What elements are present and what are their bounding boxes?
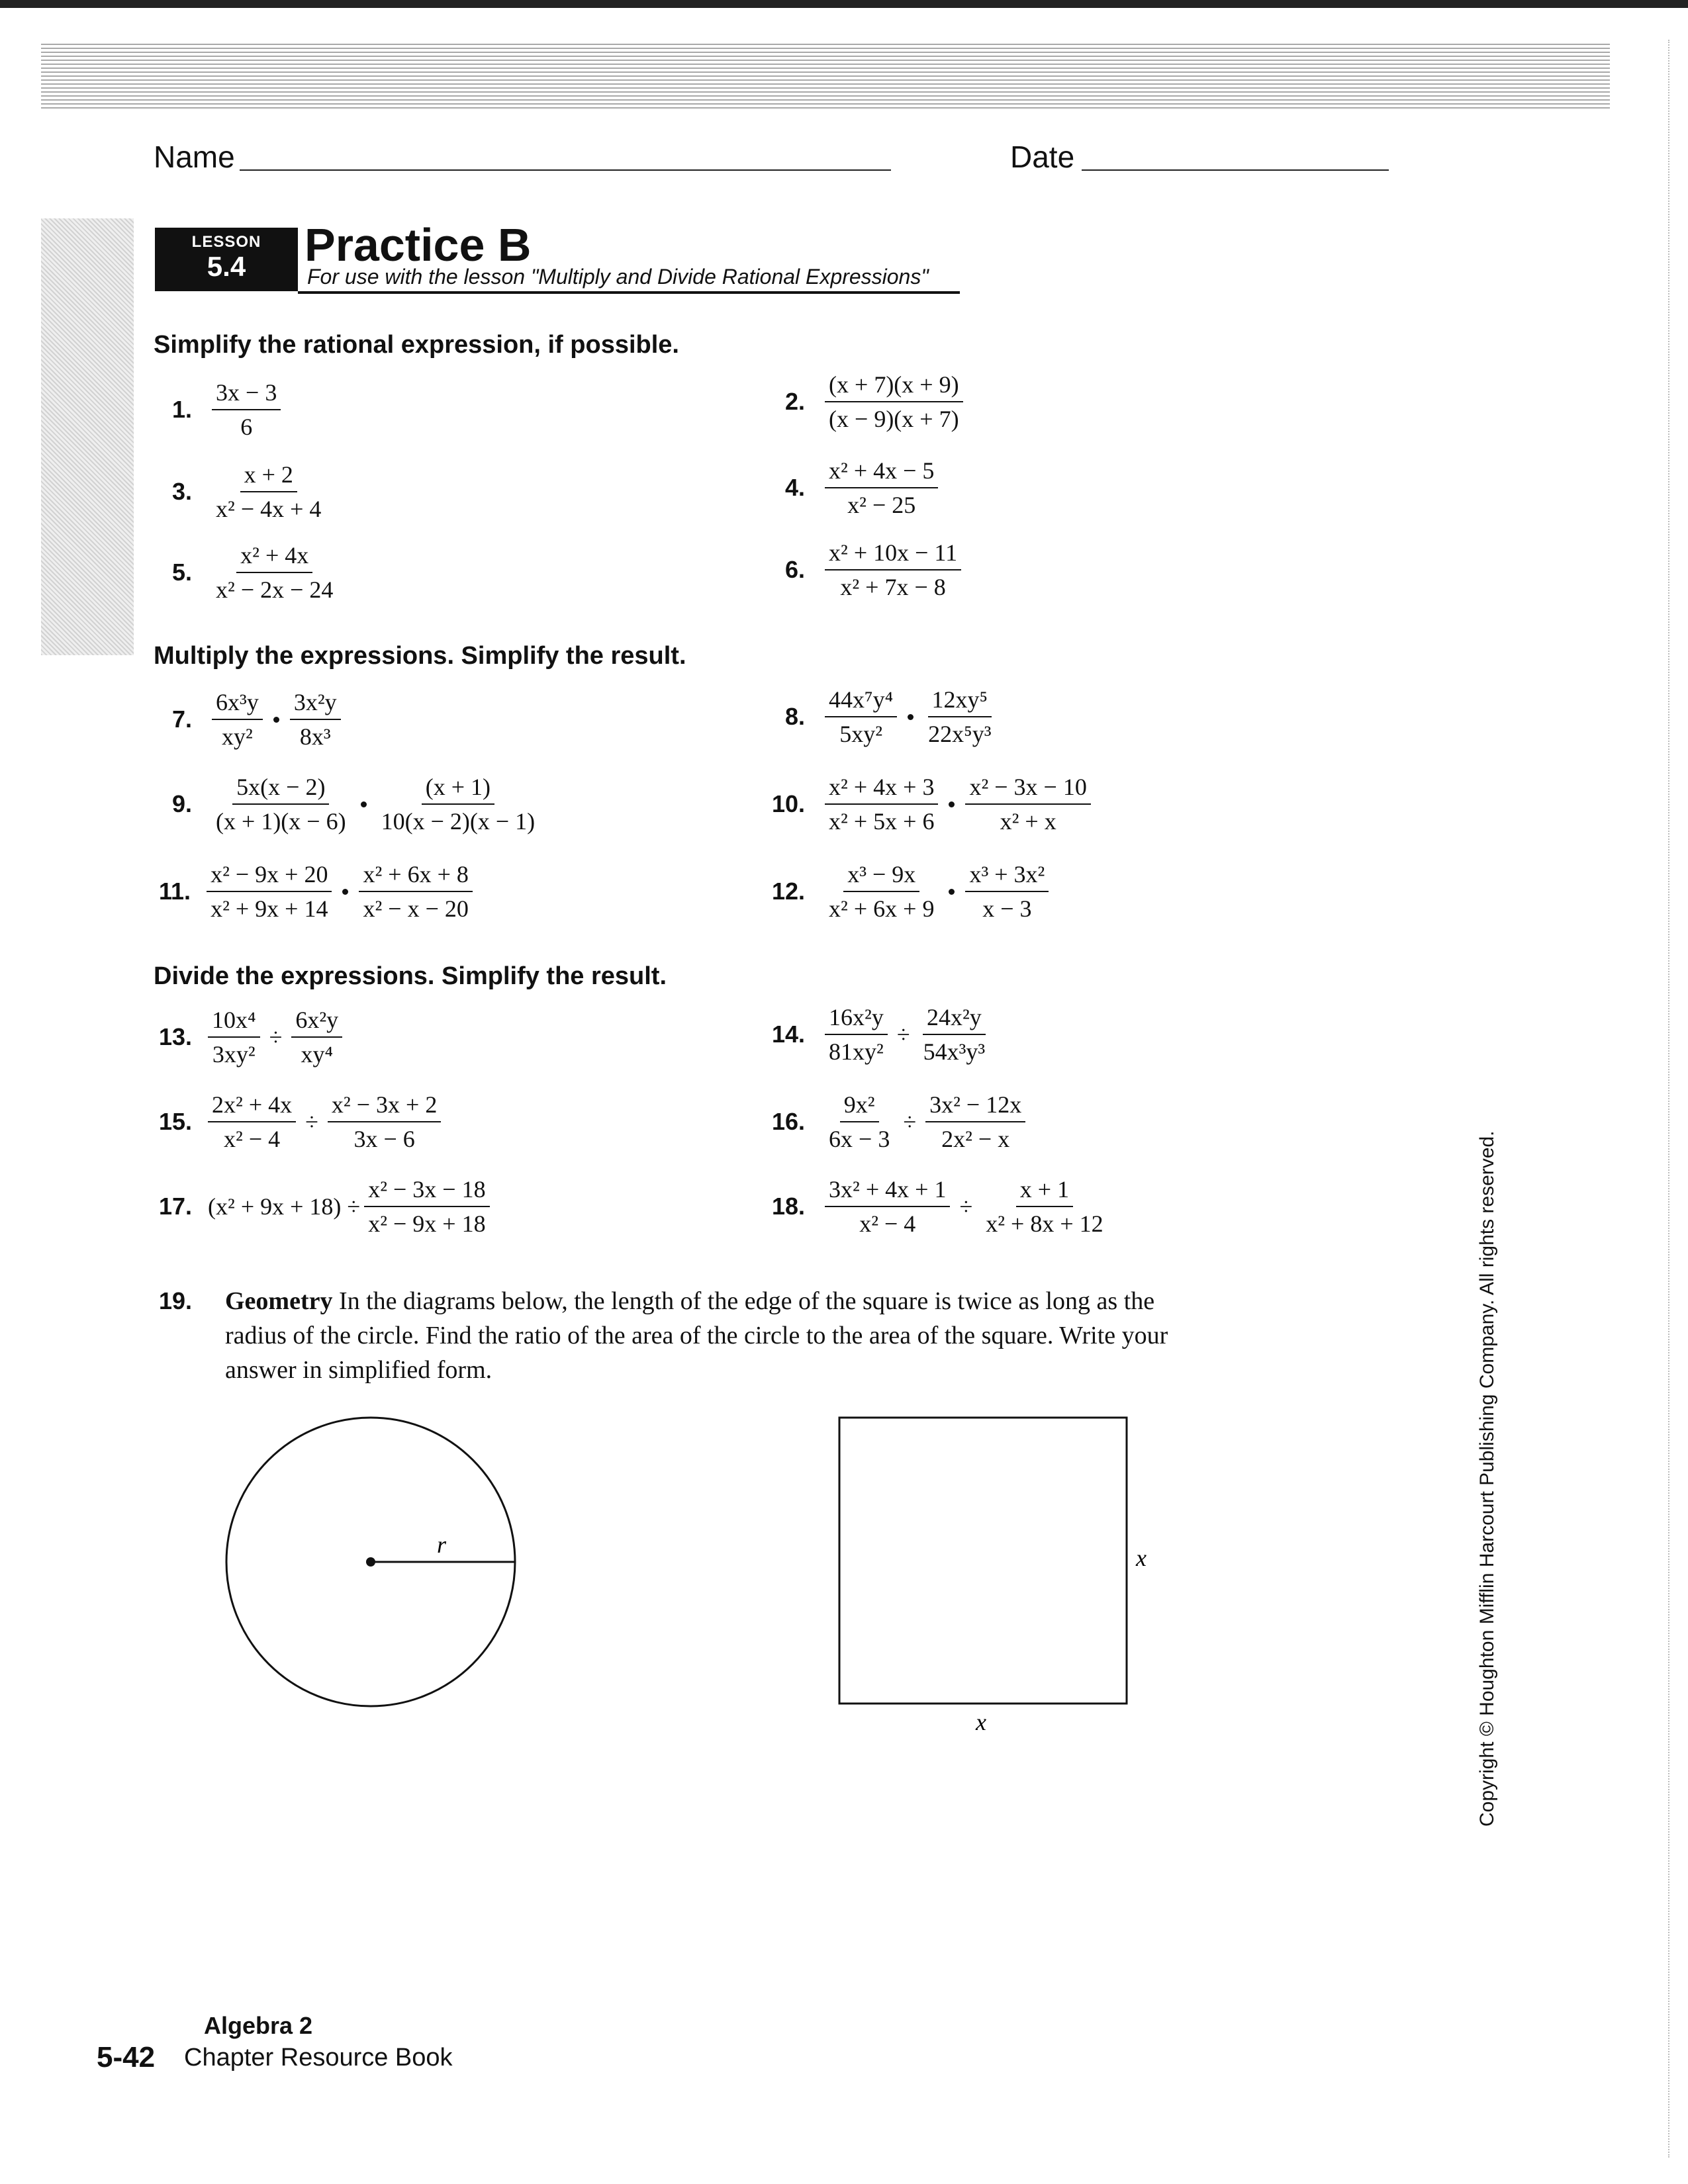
problem-number: 13. [159, 1023, 193, 1050]
numerator: x² + 6x + 8 [359, 860, 472, 892]
denominator: 8x³ [299, 723, 331, 750]
problem-number: 2. [785, 388, 806, 415]
problem-18 [772, 1175, 1111, 1238]
numerator: x² − 9x + 20 [207, 860, 332, 892]
square-diagram [834, 1410, 1178, 1741]
section-divide: Divide the expressions. Simplify the result. [154, 962, 667, 990]
divide-sign: ÷ [269, 1024, 283, 1050]
numerator: 6x²y [291, 1006, 342, 1038]
problem-19-text [225, 1284, 1218, 1387]
problem-16 [772, 1091, 1029, 1153]
denominator: x² − 4 [224, 1126, 281, 1152]
lead-expression: (x² + 9x + 18) ÷ [208, 1193, 361, 1220]
denominator: x² + 5x + 6 [829, 808, 935, 835]
problem-19-body: In the diagrams below, the length of the edge of the square is twice as long as the radius of the circle. Find the ratio of the area of the circle to the area of the square. Write your answer in simplified form. [225, 1287, 1168, 1384]
problem-8 [785, 686, 999, 748]
numerator: 3x²y [290, 688, 341, 720]
lesson-number: 5.4 [207, 251, 246, 282]
numerator: 16x²y [825, 1003, 888, 1035]
problem-number: 9. [172, 790, 193, 817]
denominator: x² − x − 20 [363, 895, 469, 922]
problem-number: 12. [772, 878, 806, 905]
problem-10 [772, 773, 1095, 835]
problem-number: 18. [772, 1193, 806, 1220]
denominator: x − 3 [982, 895, 1032, 922]
numerator: x + 2 [240, 461, 297, 492]
problem-15 [159, 1091, 445, 1153]
denominator: x² + 7x − 8 [840, 574, 946, 600]
numerator: 5x(x − 2) [232, 773, 329, 805]
denominator: (x + 1)(x − 6) [216, 808, 346, 835]
problem-number: 19. [159, 1287, 193, 1314]
denominator: x² − 4x + 4 [216, 496, 322, 522]
section-multiply: Multiply the expressions. Simplify the result. [154, 642, 686, 670]
name-label: Name [154, 140, 235, 174]
problem-19-keyword: Geometry [225, 1287, 333, 1315]
page-title: Practice B [305, 219, 532, 271]
denominator: (x − 9)(x + 7) [829, 406, 959, 432]
numerator: x² + 4x − 5 [825, 457, 938, 488]
numerator: x² + 4x + 3 [825, 773, 938, 805]
numerator: x³ − 9x [843, 860, 919, 892]
problem-2 [785, 371, 967, 433]
problem-number: 5. [172, 559, 193, 586]
denominator: 81xy² [829, 1038, 884, 1065]
multiply-dot [342, 889, 348, 895]
copyright-notice: Copyright © Houghton Mifflin Harcourt Publishing Company. All rights reserved. [1476, 1130, 1498, 1827]
denominator: x² − 4 [859, 1210, 916, 1237]
problem-number: 4. [785, 474, 806, 501]
date-field[interactable] [1082, 169, 1389, 171]
denominator: 10(x − 2)(x − 1) [381, 808, 536, 835]
divide-sign: ÷ [896, 1021, 910, 1048]
center-point [366, 1557, 375, 1567]
section-simplify: Simplify the rational expression, if possible. [154, 331, 679, 359]
denominator: 22x⁵y³ [928, 721, 992, 747]
denominator: 6 [240, 414, 253, 440]
header-stripes [41, 44, 1610, 110]
denominator: x² − 25 [847, 492, 916, 518]
denominator: 3xy² [212, 1041, 256, 1068]
problem-number: 3. [172, 478, 193, 505]
name-field[interactable] [240, 169, 891, 171]
problem-number: 16. [772, 1108, 806, 1135]
divide-sign: ÷ [305, 1109, 318, 1135]
numerator: x² − 3x + 2 [328, 1091, 441, 1122]
multiply-dot [949, 801, 955, 807]
footer-course: Algebra 2 [204, 2012, 313, 2039]
numerator: 44x⁷y⁴ [825, 686, 897, 717]
problem-11 [159, 860, 477, 923]
date-label: Date [1010, 140, 1075, 174]
multiply-dot [908, 714, 914, 720]
problem-number: 1. [172, 396, 193, 423]
lesson-tag: LESSON [191, 233, 261, 251]
circle-diagram [212, 1403, 530, 1721]
denominator: x² + 9x + 14 [211, 895, 328, 922]
denominator: x² + x [1000, 808, 1056, 835]
problem-number: 10. [772, 790, 806, 817]
problem-19 [159, 1284, 1218, 1387]
problem-3 [172, 461, 329, 523]
numerator: (x + 1) [422, 773, 494, 805]
numerator: x³ + 3x² [965, 860, 1049, 892]
numerator: 3x² + 4x + 1 [825, 1175, 950, 1207]
problem-7 [172, 688, 345, 751]
problem-5 [172, 541, 341, 604]
problem-number: 17. [159, 1193, 193, 1220]
problem-13 [159, 1006, 346, 1068]
denominator: xy⁴ [301, 1041, 334, 1068]
top-border [0, 0, 1688, 8]
denominator: x² + 6x + 9 [829, 895, 935, 922]
footer-page-number: 5-42 [97, 2041, 156, 2073]
denominator: x² + 8x + 12 [986, 1210, 1103, 1237]
problem-17 [159, 1175, 494, 1238]
divide-sign: ÷ [959, 1193, 973, 1220]
problem-number: 11. [159, 878, 191, 905]
numerator: x² − 3x − 10 [965, 773, 1090, 805]
denominator: 2x² − x [941, 1126, 1010, 1152]
numerator: x + 1 [1016, 1175, 1073, 1207]
numerator: 3x² − 12x [925, 1091, 1025, 1122]
multiply-dot [273, 717, 279, 723]
radius-label: r [437, 1531, 447, 1558]
lesson-badge [155, 228, 298, 291]
numerator: 3x − 3 [212, 379, 281, 410]
denominator: x² − 9x + 18 [368, 1210, 486, 1237]
numerator: (x + 7)(x + 9) [825, 371, 963, 402]
page-subtitle: For use with the lesson "Multiply and Divide Rational Expressions" [307, 265, 929, 289]
multiply-dot [949, 889, 955, 895]
problem-number: 15. [159, 1108, 193, 1135]
denominator: 3x − 6 [353, 1126, 415, 1152]
numerator: 10x⁴ [208, 1006, 260, 1038]
denominator: x² − 2x − 24 [216, 576, 334, 603]
denominator: 5xy² [839, 721, 882, 747]
problem-14 [772, 1003, 993, 1066]
divide-sign: ÷ [903, 1109, 917, 1135]
denominator: xy² [222, 723, 253, 750]
numerator: 9x² [840, 1091, 879, 1122]
side-label-right: x [1136, 1545, 1147, 1571]
denominator: 54x³y³ [923, 1038, 986, 1065]
footer-book-title: Chapter Resource Book [184, 2044, 453, 2071]
problem-12 [772, 860, 1053, 923]
numerator: x² − 3x − 18 [364, 1175, 489, 1207]
numerator: 12xy⁵ [928, 686, 992, 717]
title-rule [298, 291, 960, 294]
side-label-bottom: x [976, 1709, 986, 1735]
denominator: 6x − 3 [829, 1126, 890, 1152]
problem-1 [172, 379, 285, 441]
multiply-dot [361, 801, 367, 807]
side-tab-pattern [41, 218, 134, 655]
numerator: 2x² + 4x [208, 1091, 296, 1122]
problem-number: 8. [785, 703, 806, 730]
numerator: x² + 4x [236, 541, 312, 573]
problem-number: 6. [785, 556, 806, 583]
problem-number: 14. [772, 1021, 806, 1048]
problem-number: 7. [172, 705, 193, 733]
problem-9 [172, 773, 543, 835]
numerator: 6x³y [212, 688, 263, 720]
numerator: 24x²y [923, 1003, 986, 1035]
numerator: x² + 10x − 11 [825, 539, 961, 570]
square-shape [839, 1418, 1127, 1704]
problem-6 [785, 539, 965, 601]
right-edge-dots [1668, 40, 1669, 2158]
problem-4 [785, 457, 942, 519]
